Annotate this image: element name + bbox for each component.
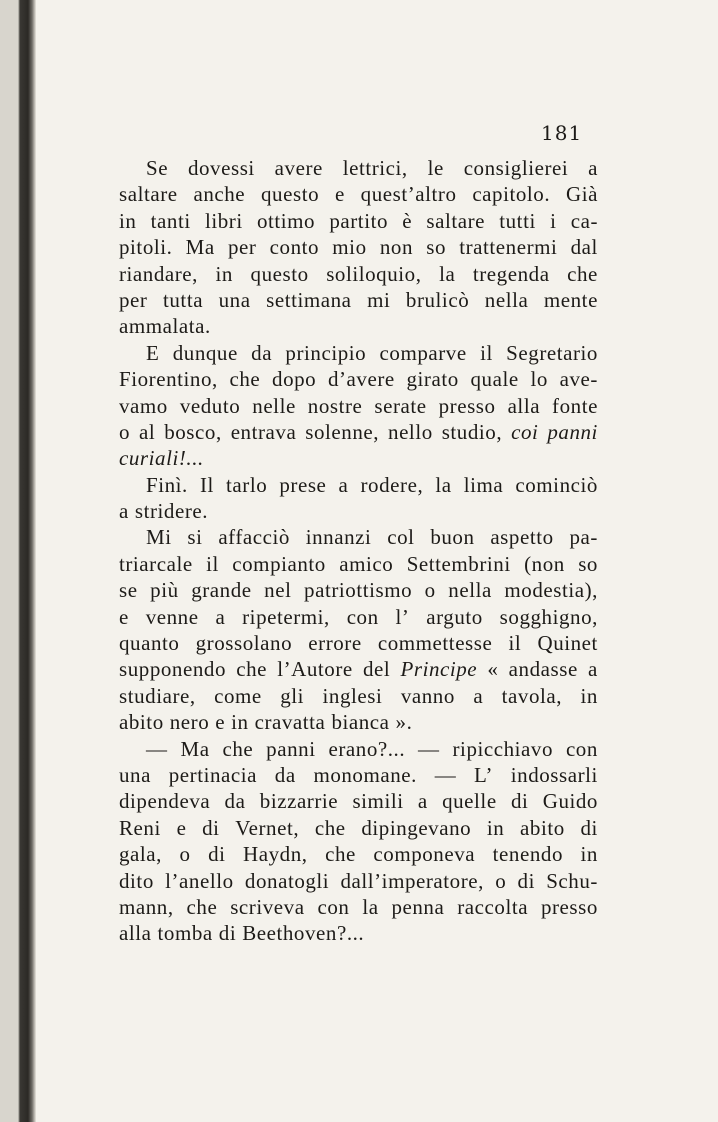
text-line: e venne a ripetermi, con l’ arguto sogghigno,: [119, 604, 598, 629]
text-line: studiare, come gli inglesi vanno a tavola, in: [119, 683, 598, 708]
text-line: una pertinacia da monomane. — L’ indossarli: [119, 762, 598, 787]
page-number: 181: [541, 121, 583, 145]
text-line: mann, che scriveva con la penna raccolta presso: [119, 894, 598, 919]
text-line: saltare anche questo e quest’altro capitolo. Già: [119, 182, 598, 207]
text-line: Finì. Il tarlo prese a rodere, la lima cominciò: [146, 472, 598, 497]
text-line: gala, o di Haydn, che componeva tenendo in: [119, 842, 598, 867]
paragraph: [119, 524, 598, 735]
paragraph: [119, 155, 598, 340]
text-line: dito l’anello donatogli dall’imperatore, o di Schu-: [119, 868, 598, 893]
text-line: a stridere.: [119, 499, 209, 524]
book-binding-edge: [0, 0, 36, 1122]
italic-text: coi: [511, 419, 539, 444]
text-line: vamo veduto nelle nostre serate presso alla fonte: [119, 393, 598, 418]
italic-text: curiali!...: [119, 446, 204, 471]
italic-text: Principe: [400, 657, 478, 682]
paragraph: [119, 472, 598, 525]
page-body-text: [119, 155, 598, 947]
text-line: dipendeva da bizzarrie simili a quelle di Guido: [119, 789, 598, 814]
text-line: supponendo che l’Autore del Principe « andasse a: [119, 657, 598, 682]
text-line: o al bosco, entrava solenne, nello studio, coi panni: [119, 419, 598, 444]
text-line: quanto grossolano errore commettesse il Quinet: [119, 631, 598, 656]
text-line: abito nero e in cravatta bianca ».: [119, 710, 413, 735]
paragraph: [119, 736, 598, 947]
text-line: in tanti libri ottimo partito è saltare tutti i ca-: [119, 208, 598, 233]
text-line: Mi si affacciò innanzi col buon aspetto pa-: [146, 525, 598, 550]
text-line: riandare, in questo soliloquio, la tregenda che: [119, 261, 598, 286]
text-line: ammalata.: [119, 314, 211, 339]
italic-text: panni: [547, 419, 598, 444]
text-line: alla tomba di Beethoven?...: [119, 921, 365, 946]
text-line: pitoli. Ma per conto mio non so trattenermi dal: [119, 235, 598, 260]
text-line: triarcale il compianto amico Settembrini (non so: [119, 551, 598, 576]
paragraph: [119, 340, 598, 472]
text-line: Se dovessi avere lettrici, le consiglierei a: [146, 156, 598, 180]
text-line: per tutta una settimana mi brulicò nella mente: [119, 287, 598, 312]
text-line: se più grande nel patriottismo o nella modestia),: [119, 578, 598, 603]
text-line: Reni e di Vernet, che dipingevano in abito di: [119, 815, 598, 840]
text-line: E dunque da principio comparve il Segretario: [146, 340, 598, 365]
text-line: [119, 445, 598, 471]
text-line: — Ma che panni erano?... — ripicchiavo con: [146, 736, 598, 761]
text-line: Fiorentino, che dopo d’avere girato quale lo ave-: [119, 367, 598, 392]
